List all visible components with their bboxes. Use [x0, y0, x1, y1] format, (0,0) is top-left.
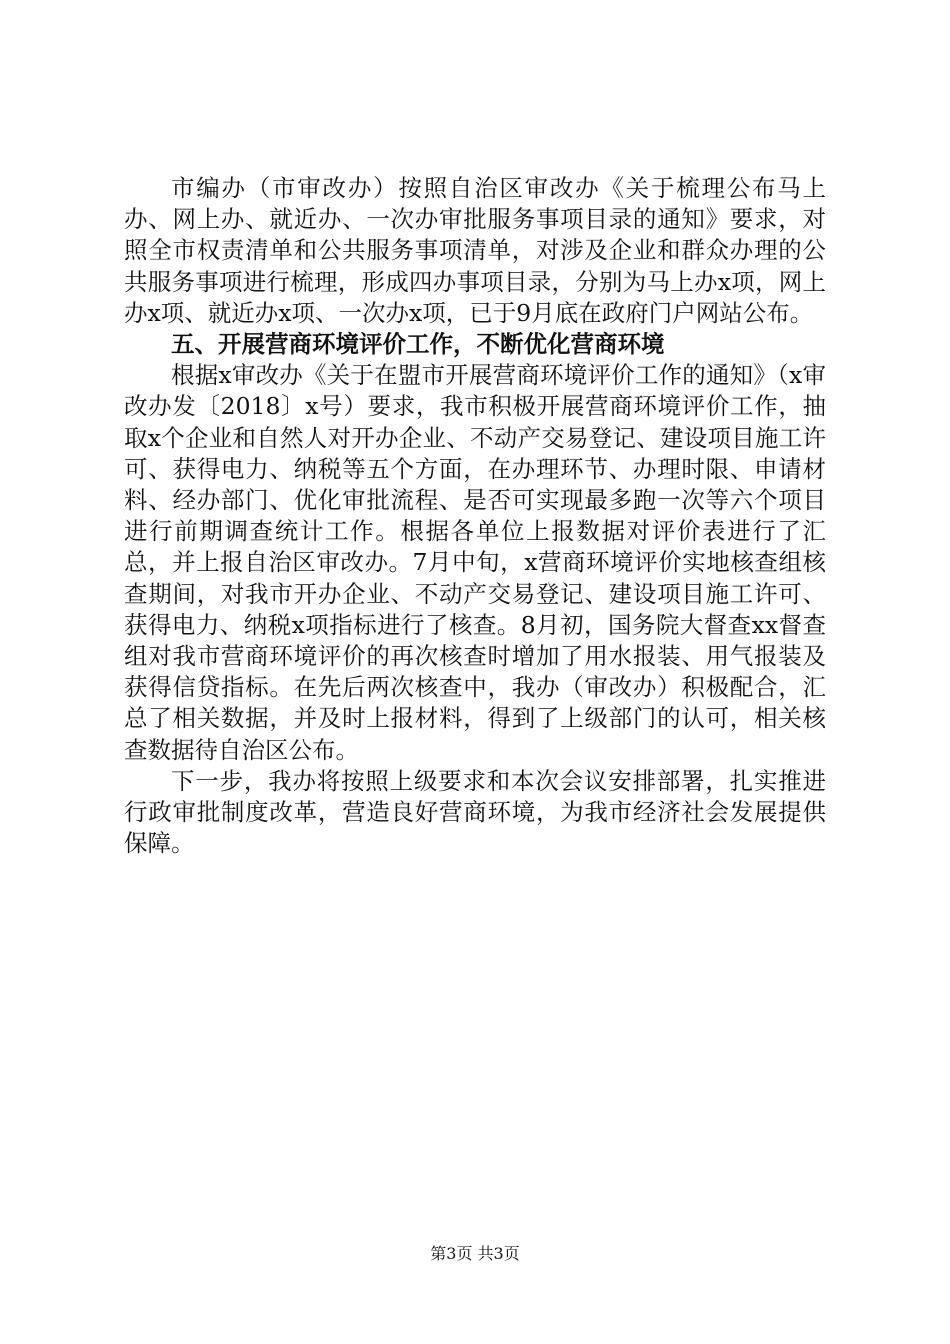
section-heading-business-environment: 五、开展营商环境评价工作，不断优化营商环境 — [171, 330, 665, 359]
document-body — [124, 173, 826, 859]
paragraph-evaluation: 根据x审改办《关于在盟市开展营商环境评价工作的通知》（x审改办发〔2018〕x号）要求，我市积极开展营商环境评价工作，抽取x个企业和自然人对开办企业、不动产交易登记、建设项目施工许可、获得电力、纳税等五个方面，在办理环节、办理时限、申请材料、经办部门、优化审批流程、是否可实现最多跑一次等六个项目进行前期调查统计工作。根据各单位上报数据对评价表进行了汇总，并上报自治区审改办。7月中旬，x营商环境评价实地核查组核查期间，对我市开办企业、不动产交易登记、建设项目施工许可、获得电力、纳税x项指标进行了核查。8月初，国务院大督查xx督查组对我市营商环境评价的再次核查时增加了用水报装、用气报装及获得信贷指标。在先后两次核查中，我办（审改办）积极配合，汇总了相关数据，并及时上报材料，得到了上级部门的认可，相关核查数据待自治区公布。 — [124, 361, 826, 764]
page-footer: 第3页 共3页 — [430, 1244, 520, 1263]
paragraph-next-step: 下一步，我办将按照上级要求和本次会议安排部署，扎实推进行政审批制度改革，营造良好营商环境，为我市经济社会发展提供保障。 — [124, 766, 826, 858]
paragraph-directory: 市编办（市审改办）按照自治区审改办《关于梳理公布马上办、网上办、就近办、一次办审批服务事项目录的通知》要求，对照全市权责清单和公共服务事项清单，对涉及企业和群众办理的公共服务事项进行梳理，形成四办事项目录，分别为马上办x项，网上办x项、就近办x项、一次办x项，已于9月底在政府门户网站公布。 — [124, 174, 826, 327]
